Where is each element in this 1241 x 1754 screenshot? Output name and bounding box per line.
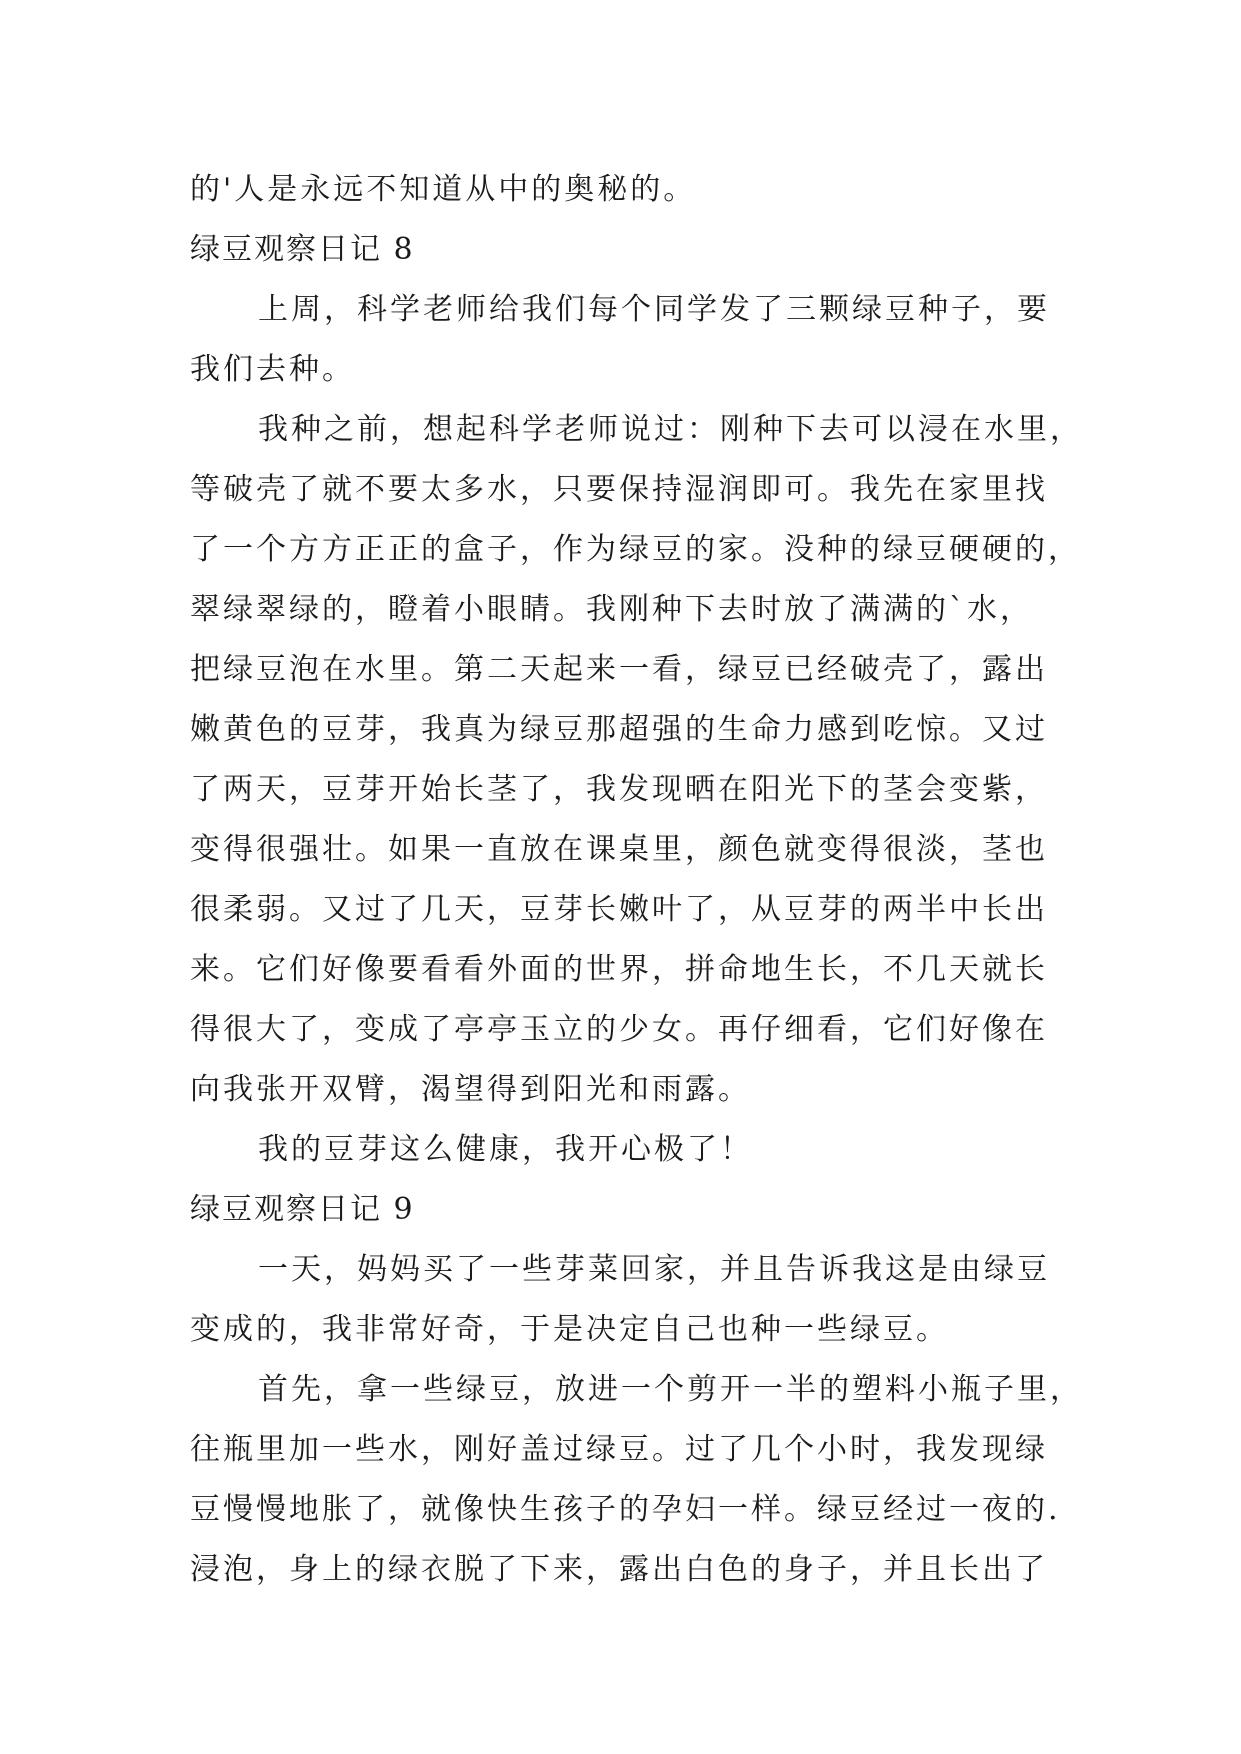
text-line: 我们去种。 <box>190 352 355 387</box>
text-line: 我种之前，想起科学老师说过：刚种下去可以浸在水里， <box>258 412 1083 447</box>
text-line: 很柔弱。又过了几天，豆芽长嫩叶了，从豆芽的两半中长出 <box>190 892 1048 927</box>
text-line: 了一个方方正正的盒子，作为绿豆的家。没种的绿豆硬硬的， <box>190 532 1081 567</box>
text-line: 等破壳了就不要太多水，只要保持湿润即可。我先在家里找 <box>190 472 1048 507</box>
text-line: 得很大了，变成了亭亭玉立的少女。再仔细看，它们好像在 <box>190 1012 1048 1047</box>
text-line: 变成的，我非常好奇，于是决定自己也种一些绿豆。 <box>190 1312 949 1347</box>
text-line: 嫩黄色的豆芽，我真为绿豆那超强的生命力感到吃惊。又过 <box>190 712 1048 747</box>
text-line: 翠绿翠绿的，瞪着小眼睛。我刚种下去时放了满满的`水， <box>190 592 1033 627</box>
text-line: 我的豆芽这么健康，我开心极了！ <box>258 1132 753 1167</box>
text-line: 首先，拿一些绿豆，放进一个剪开一半的塑料小瓶子里， <box>258 1372 1083 1407</box>
text-line: 了两天，豆芽开始长茎了，我发现晒在阳光下的茎会变紫， <box>190 772 1048 807</box>
document-body <box>190 160 1083 1600</box>
text-line: 来。它们好像要看看外面的世界，拼命地生长，不几天就长 <box>190 952 1048 987</box>
text-line: 的'人是永远不知道从中的奥秘的。 <box>190 172 697 207</box>
text-line: 上周，科学老师给我们每个同学发了三颗绿豆种子，要 <box>258 292 1050 327</box>
text-line: 把绿豆泡在水里。第二天起来一看，绿豆已经破壳了，露出 <box>190 652 1048 687</box>
diary-heading-8: 绿豆观察日记 8 <box>190 232 415 267</box>
text-line: 浸泡，身上的绿衣脱了下来，露出白色的身子，并且长出了 <box>190 1552 1048 1587</box>
text-line: 变得很强壮。如果一直放在课桌里，颜色就变得很淡，茎也 <box>190 832 1048 867</box>
text-line: 向我张开双臂，渴望得到阳光和雨露。 <box>190 1072 751 1107</box>
text-line: 一天，妈妈买了一些芽菜回家，并且告诉我这是由绿豆 <box>258 1252 1050 1287</box>
diary-heading-9: 绿豆观察日记 9 <box>190 1192 415 1227</box>
text-line: 豆慢慢地胀了，就像快生孩子的孕妇一样。绿豆经过一夜的. <box>190 1492 1061 1527</box>
text-line: 往瓶里加一些水，刚好盖过绿豆。过了几个小时，我发现绿 <box>190 1432 1048 1467</box>
